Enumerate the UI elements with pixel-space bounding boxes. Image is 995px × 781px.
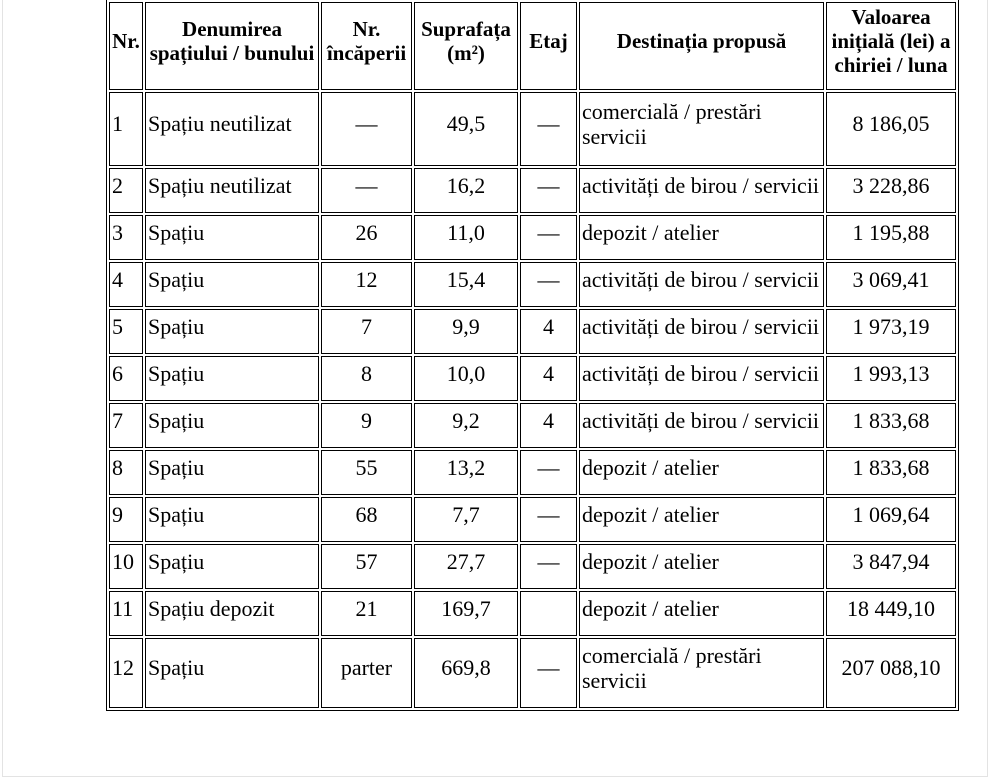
- cell-valoare: 1 195,88: [826, 215, 956, 260]
- cell-denumire: Spațiu: [145, 450, 319, 495]
- col-header-nr: [109, 2, 143, 90]
- cell-destinatie: activități de birou / servicii: [579, 309, 824, 354]
- cell-etaj: —: [520, 450, 577, 495]
- cell-valoare: 1 973,19: [826, 309, 956, 354]
- cell-valoare: 1 833,68: [826, 450, 956, 495]
- cell-suprafata: 16,2: [414, 168, 518, 213]
- cell-etaj: [520, 591, 577, 636]
- cell-nr-incaperi: 55: [321, 450, 412, 495]
- cell-nr-incaperi: —: [321, 92, 412, 166]
- cell-nr-incaperi: 57: [321, 544, 412, 589]
- cell-nr-incaperi: 7: [321, 309, 412, 354]
- cell-nr: 8: [109, 450, 143, 495]
- cell-nr-incaperi: 21: [321, 591, 412, 636]
- cell-etaj: —: [520, 168, 577, 213]
- cell-nr: 3: [109, 215, 143, 260]
- spaces-table: [106, 0, 959, 711]
- cell-denumire: Spațiu: [145, 262, 319, 307]
- table-row: [109, 450, 956, 495]
- cell-etaj: —: [520, 638, 577, 708]
- cell-nr-incaperi: 68: [321, 497, 412, 542]
- cell-etaj: 4: [520, 309, 577, 354]
- cell-suprafata: 10,0: [414, 356, 518, 401]
- cell-nr: 6: [109, 356, 143, 401]
- cell-denumire: Spațiu: [145, 215, 319, 260]
- cell-suprafata: 49,5: [414, 92, 518, 166]
- cell-valoare: 1 993,13: [826, 356, 956, 401]
- cell-destinatie: depozit / atelier: [579, 544, 824, 589]
- table-row: [109, 591, 956, 636]
- col-header-etaj-label: Etaj: [529, 28, 568, 53]
- cell-nr-incaperi: parter: [321, 638, 412, 708]
- cell-valoare: 18 449,10: [826, 591, 956, 636]
- cell-denumire: Spațiu neutilizat: [145, 92, 319, 166]
- cell-destinatie: depozit / atelier: [579, 497, 824, 542]
- col-header-nr-incaperi-label: Nr. încăperii: [326, 16, 407, 65]
- cell-etaj: 4: [520, 356, 577, 401]
- col-header-valoare-label: Valoarea inițială (lei) a chiriei / luna: [831, 4, 951, 78]
- col-header-valoare: [826, 2, 956, 90]
- col-header-denumire: [145, 2, 319, 90]
- cell-nr-incaperi: 12: [321, 262, 412, 307]
- table-row: [109, 92, 956, 166]
- cell-destinatie: activități de birou / servicii: [579, 262, 824, 307]
- cell-suprafata: 7,7: [414, 497, 518, 542]
- cell-denumire: Spațiu depozit: [145, 591, 319, 636]
- col-header-denumire-label: Denumirea spațiului / bunului: [149, 16, 315, 65]
- cell-nr: 7: [109, 403, 143, 448]
- table-row: [109, 544, 956, 589]
- cell-destinatie: comercială / prestări servicii: [579, 638, 824, 708]
- cell-destinatie: activități de birou / servicii: [579, 403, 824, 448]
- cell-nr: 11: [109, 591, 143, 636]
- cell-nr: 4: [109, 262, 143, 307]
- col-header-destinatie-label: Destinația propusă: [616, 28, 787, 53]
- cell-suprafata: 9,9: [414, 309, 518, 354]
- cell-valoare: 3 228,86: [826, 168, 956, 213]
- cell-destinatie: depozit / atelier: [579, 591, 824, 636]
- table-row: [109, 356, 956, 401]
- cell-nr-incaperi: 26: [321, 215, 412, 260]
- cell-denumire: Spațiu: [145, 309, 319, 354]
- cell-destinatie: depozit / atelier: [579, 215, 824, 260]
- cell-suprafata: 13,2: [414, 450, 518, 495]
- table-row: [109, 309, 956, 354]
- cell-denumire: Spațiu: [145, 544, 319, 589]
- cell-denumire: Spațiu: [145, 356, 319, 401]
- col-header-suprafata: [414, 2, 518, 90]
- cell-nr: 12: [109, 638, 143, 708]
- col-header-destinatie: [579, 2, 824, 90]
- cell-nr: 9: [109, 497, 143, 542]
- col-header-nr-label: Nr.: [112, 28, 140, 53]
- table-row: [109, 215, 956, 260]
- col-header-nr-incaperi: [321, 2, 412, 90]
- table-row: [109, 403, 956, 448]
- table-row: [109, 497, 956, 542]
- col-header-suprafata-label: Suprafața (m²): [421, 16, 511, 65]
- cell-valoare: 1 069,64: [826, 497, 956, 542]
- cell-suprafata: 15,4: [414, 262, 518, 307]
- cell-nr: 5: [109, 309, 143, 354]
- cell-valoare: 8 186,05: [826, 92, 956, 166]
- table-row: [109, 262, 956, 307]
- table-header-row: [109, 2, 956, 90]
- cell-valoare: 3 847,94: [826, 544, 956, 589]
- cell-nr-incaperi: —: [321, 168, 412, 213]
- cell-suprafata: 11,0: [414, 215, 518, 260]
- cell-suprafata: 669,8: [414, 638, 518, 708]
- cell-denumire: Spațiu: [145, 638, 319, 708]
- cell-destinatie: activități de birou / servicii: [579, 168, 824, 213]
- table-row: [109, 168, 956, 213]
- cell-denumire: Spațiu: [145, 403, 319, 448]
- cell-nr: 10: [109, 544, 143, 589]
- cell-suprafata: 169,7: [414, 591, 518, 636]
- cell-valoare: 3 069,41: [826, 262, 956, 307]
- col-header-etaj: [520, 2, 577, 90]
- cell-suprafata: 9,2: [414, 403, 518, 448]
- cell-denumire: Spațiu: [145, 497, 319, 542]
- cell-etaj: —: [520, 215, 577, 260]
- cell-valoare: 207 088,10: [826, 638, 956, 708]
- cell-denumire: Spațiu neutilizat: [145, 168, 319, 213]
- cell-nr-incaperi: 9: [321, 403, 412, 448]
- cell-destinatie: comercială / prestări servicii: [579, 92, 824, 166]
- cell-destinatie: depozit / atelier: [579, 450, 824, 495]
- cell-valoare: 1 833,68: [826, 403, 956, 448]
- cell-destinatie: activități de birou / servicii: [579, 356, 824, 401]
- cell-etaj: —: [520, 92, 577, 166]
- cell-nr: 2: [109, 168, 143, 213]
- cell-etaj: —: [520, 497, 577, 542]
- cell-etaj: —: [520, 544, 577, 589]
- cell-etaj: 4: [520, 403, 577, 448]
- cell-etaj: —: [520, 262, 577, 307]
- table-row: [109, 638, 956, 708]
- cell-suprafata: 27,7: [414, 544, 518, 589]
- cell-nr: 1: [109, 92, 143, 166]
- cell-nr-incaperi: 8: [321, 356, 412, 401]
